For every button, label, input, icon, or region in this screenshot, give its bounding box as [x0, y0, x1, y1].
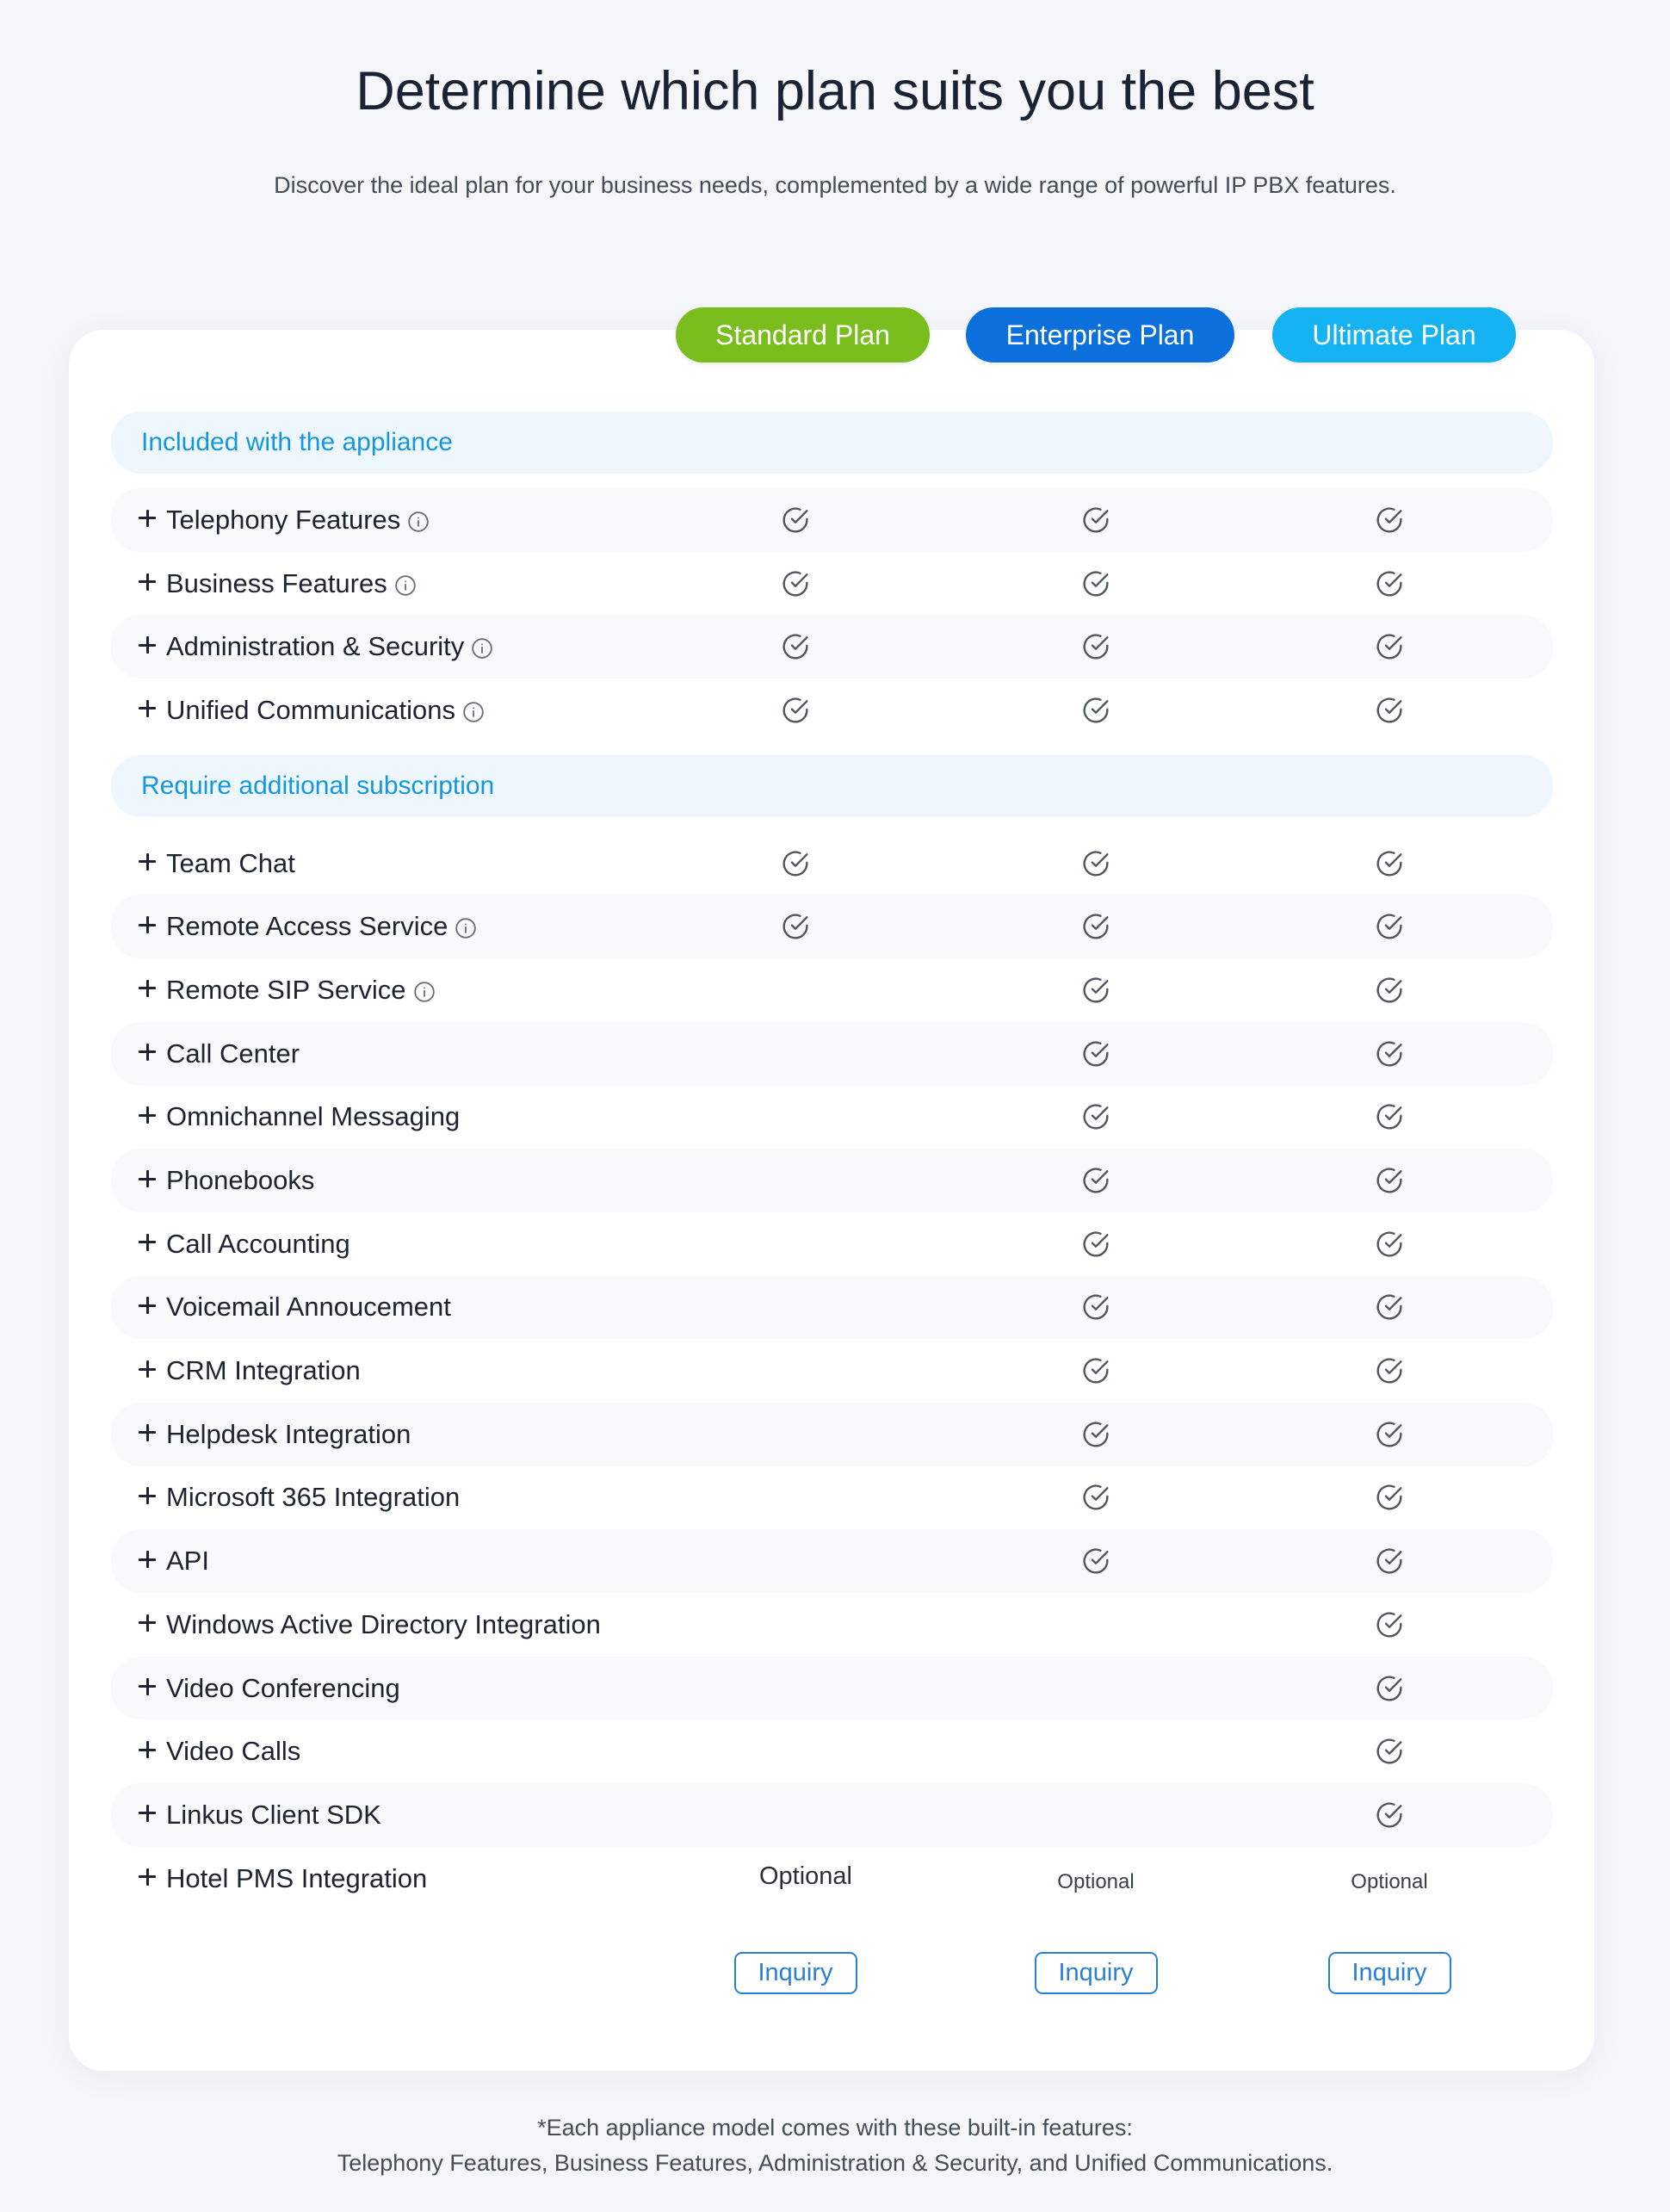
info-icon[interactable]: [394, 574, 417, 597]
standard-plan-cell: [645, 615, 946, 678]
feature-row-helpdesk-integration[interactable]: [111, 1403, 1553, 1466]
feature-label: Remote Access Service: [166, 911, 448, 942]
feature-label-cell: [111, 1038, 645, 1069]
feature-label-cell: [111, 1101, 645, 1132]
check-circle-icon: [1376, 697, 1403, 724]
enterprise-plan-cell: [946, 1719, 1246, 1783]
check-circle-icon: [1376, 570, 1403, 598]
standard-plan-cell: [645, 1403, 946, 1466]
standard-plan-cell: [645, 1212, 946, 1276]
enterprise-plan-badge: Enterprise Plan: [966, 307, 1234, 362]
feature-label: Call Center: [166, 1038, 300, 1069]
enterprise-plan-cell: [946, 1783, 1246, 1847]
feature-row-video-conferencing[interactable]: [111, 1657, 1553, 1720]
enterprise-plan-cell: [946, 1657, 1246, 1720]
check-circle-icon: [1376, 1230, 1403, 1258]
enterprise-plan-cell: [946, 1529, 1246, 1593]
plus-icon[interactable]: [139, 1360, 156, 1378]
check-circle-icon: [1082, 633, 1110, 660]
feature-label-cell: [111, 1229, 645, 1260]
enterprise-plan-cell: [946, 958, 1246, 1022]
plus-icon[interactable]: [139, 1487, 156, 1504]
check-circle-icon: [1082, 1293, 1110, 1321]
check-circle-icon: [1376, 850, 1403, 877]
standard-plan-cell: [645, 1276, 946, 1340]
standard-plan-cell: [645, 678, 946, 742]
check-circle-icon: [1082, 1357, 1110, 1385]
feature-label: API: [166, 1546, 209, 1577]
feature-label-cell: [111, 1863, 645, 1894]
check-circle-icon: [1376, 976, 1403, 1004]
enterprise-plan-cell: [946, 615, 1246, 678]
check-circle-icon: [1376, 1611, 1403, 1639]
ultimate-plan-cell: [1246, 1403, 1533, 1466]
plus-icon[interactable]: [139, 1297, 156, 1314]
feature-label-cell: [111, 1419, 645, 1450]
ultimate-plan-cell: [1246, 1783, 1533, 1847]
page-subtitle: Discover the ideal plan for your business needs, complemented by a wide range of powerful IP PBX features.: [274, 172, 1396, 198]
feature-row-linkus-client-sdk[interactable]: [111, 1783, 1553, 1847]
standard-plan-cell: [645, 1593, 946, 1657]
standard-plan-cell: [645, 1657, 946, 1720]
plus-icon[interactable]: [139, 1868, 156, 1886]
enterprise-plan-cell: [946, 895, 1246, 958]
feature-row-voicemail-annoucement[interactable]: [111, 1276, 1553, 1340]
check-circle-icon: [1082, 1040, 1110, 1068]
plus-icon[interactable]: [139, 1551, 156, 1568]
feature-row-team-chat[interactable]: [111, 832, 1553, 895]
feature-label: Linkus Client SDK: [166, 1799, 381, 1830]
feature-label-cell: [111, 1546, 645, 1577]
feature-row-administration-security[interactable]: [111, 615, 1553, 678]
ultimate-plan-cell: [1246, 1149, 1533, 1212]
feature-label-cell: [111, 1355, 645, 1386]
info-icon[interactable]: [471, 637, 493, 660]
plan-comparison-card: [69, 319, 1594, 2071]
check-circle-icon: [782, 633, 809, 660]
plus-icon[interactable]: [139, 1170, 156, 1187]
standard-plan-cell: [645, 832, 946, 895]
ultimate-plan-cell: [1246, 678, 1533, 742]
section-header: [111, 755, 1553, 817]
standard-plan-cell: [645, 895, 946, 958]
optional-label: Optional: [1057, 1869, 1135, 1893]
enterprise-plan-cell: [946, 1022, 1246, 1086]
feature-row-telephony-features[interactable]: [111, 488, 1553, 552]
check-circle-icon: [1082, 976, 1110, 1004]
plus-icon[interactable]: [139, 980, 156, 997]
standard-plan-cell: [645, 958, 946, 1022]
enterprise-plan-cell: [946, 1847, 1246, 1911]
standard-plan-cell: [645, 1466, 946, 1530]
feature-label: Microsoft 365 Integration: [166, 1482, 461, 1513]
plus-icon[interactable]: [139, 1044, 156, 1061]
feature-label: Team Chat: [166, 847, 295, 878]
feature-label: Video Calls: [166, 1736, 301, 1767]
feature-label: Remote SIP Service: [166, 974, 406, 1005]
ultimate-plan-action-cell: [1246, 1952, 1533, 1994]
section-header: [111, 412, 1553, 474]
feature-label: Video Conferencing: [166, 1672, 400, 1703]
check-circle-icon: [1376, 1738, 1403, 1765]
plus-icon[interactable]: [139, 1805, 156, 1822]
check-circle-icon: [1376, 1484, 1403, 1511]
ultimate-plan-cell: [1246, 895, 1533, 958]
section-require-additional-subscription: [111, 755, 1553, 1911]
ultimate-plan-cell: [1246, 1086, 1533, 1149]
feature-row-microsoft-365-integration[interactable]: [111, 1466, 1553, 1530]
info-icon[interactable]: [407, 511, 430, 533]
optional-label: Optional: [1351, 1869, 1428, 1893]
standard-plan-cell: [645, 1783, 946, 1847]
feature-row-remote-access-service[interactable]: [111, 895, 1553, 958]
ultimate-plan-cell: [1246, 615, 1533, 678]
feature-label: Telephony Features: [166, 504, 401, 535]
ultimate-plan-cell: [1246, 1339, 1533, 1403]
ultimate-plan-cell: [1246, 552, 1533, 616]
check-circle-icon: [1082, 1103, 1110, 1131]
ultimate-plan-cell: [1246, 1276, 1533, 1340]
standard-plan-cell: [645, 1529, 946, 1593]
standard-plan-cell: [645, 1847, 946, 1911]
feature-label-cell: [111, 695, 645, 726]
feature-row-hotel-pms-integration[interactable]: [111, 1847, 1553, 1911]
feature-row-remote-sip-service[interactable]: [111, 958, 1553, 1022]
feature-label-cell: [111, 1736, 645, 1767]
standard-plan-cell: [645, 488, 946, 552]
check-circle-icon: [1376, 633, 1403, 660]
check-circle-icon: [1082, 1167, 1110, 1194]
feature-label-cell: [111, 911, 645, 942]
check-circle-icon: [1376, 1167, 1403, 1194]
plus-icon[interactable]: [139, 1614, 156, 1632]
plus-icon[interactable]: [139, 1424, 156, 1441]
ultimate-plan-cell: [1246, 1466, 1533, 1530]
feature-label: CRM Integration: [166, 1355, 361, 1386]
enterprise-plan-cell: [946, 1466, 1246, 1530]
check-circle-icon: [1376, 1421, 1403, 1448]
standard-plan-badge: Standard Plan: [676, 307, 930, 362]
check-circle-icon: [1376, 1357, 1403, 1385]
check-circle-icon: [1376, 1547, 1403, 1575]
feature-label-cell: [111, 1673, 645, 1704]
ultimate-plan-cell: [1246, 1212, 1533, 1276]
plus-icon[interactable]: [139, 510, 156, 527]
footer-features-line: Telephony Features, Business Features, Administration & Security, and Unified Communications.: [337, 2150, 1333, 2176]
ultimate-plan-cell: [1246, 958, 1533, 1022]
check-circle-icon: [1082, 1484, 1110, 1511]
feature-row-windows-active-directory-integration[interactable]: [111, 1593, 1553, 1657]
feature-label-cell: [111, 1609, 645, 1640]
ultimate-plan-cell: [1246, 488, 1533, 552]
feature-label: Phonebooks: [166, 1165, 315, 1196]
enterprise-plan-cell: [946, 1339, 1246, 1403]
check-circle-icon: [1376, 1675, 1403, 1702]
plus-icon[interactable]: [139, 1741, 156, 1758]
feature-label: Business Features: [166, 567, 387, 598]
standard-plan-cell: [645, 1086, 946, 1149]
standard-plan-cell: [645, 1339, 946, 1403]
feature-row-call-accounting[interactable]: [111, 1212, 1553, 1276]
enterprise-plan-cell: [946, 832, 1246, 895]
plus-icon[interactable]: [139, 700, 156, 717]
section-title: Require additional subscription: [141, 771, 495, 800]
check-circle-icon: [1082, 697, 1110, 724]
enterprise-plan-cell: [946, 1403, 1246, 1466]
feature-row-video-calls[interactable]: [111, 1719, 1553, 1783]
feature-row-business-features[interactable]: [111, 552, 1553, 616]
feature-label: Administration & Security: [166, 631, 465, 662]
check-circle-icon: [1082, 913, 1110, 940]
feature-label: Unified Communications: [166, 694, 455, 725]
plus-icon[interactable]: [139, 573, 156, 591]
inquiry-actions: [111, 1951, 1553, 1994]
enterprise-plan-cell: [946, 1149, 1246, 1212]
footer-note-line: *Each appliance model comes with these built-in features:: [537, 2115, 1133, 2141]
enterprise-plan-cell: [946, 1276, 1246, 1340]
optional-label: Optional: [758, 1862, 852, 1891]
plus-icon[interactable]: [139, 1234, 156, 1251]
standard-plan-inquiry-button[interactable]: Inquiry: [734, 1952, 857, 1994]
ultimate-plan-cell: [1246, 1022, 1533, 1086]
page-title: Determine which plan suits you the best: [356, 61, 1314, 121]
feature-label-cell: [111, 1800, 645, 1831]
enterprise-plan-cell: [946, 1593, 1246, 1657]
feature-row-unified-communications[interactable]: [111, 678, 1553, 742]
feature-label-cell: [111, 1165, 645, 1196]
check-circle-icon: [1082, 850, 1110, 877]
check-circle-icon: [1082, 1547, 1110, 1575]
ultimate-plan-badge: Ultimate Plan: [1272, 307, 1516, 362]
check-circle-icon: [1082, 570, 1110, 598]
feature-label: Call Accounting: [166, 1228, 350, 1259]
check-circle-icon: [1376, 1801, 1403, 1829]
info-icon[interactable]: [413, 981, 436, 1003]
feature-label-cell: [111, 1482, 645, 1513]
standard-plan-cell: [645, 1022, 946, 1086]
feature-sections: [111, 412, 1553, 1910]
check-circle-icon: [1376, 1103, 1403, 1131]
enterprise-plan-cell: [946, 1086, 1246, 1149]
footer-note: [0, 2110, 1670, 2181]
enterprise-plan-cell: [946, 488, 1246, 552]
feature-label-cell: [111, 848, 645, 879]
enterprise-plan-cell: [946, 678, 1246, 742]
ultimate-plan-cell: [1246, 1593, 1533, 1657]
info-icon[interactable]: [455, 917, 477, 939]
standard-plan-action-cell: [645, 1952, 946, 1994]
feature-label: Windows Active Directory Integration: [166, 1608, 601, 1639]
check-circle-icon: [782, 913, 809, 940]
ultimate-plan-cell: [1246, 1719, 1533, 1783]
feature-row-phonebooks[interactable]: [111, 1149, 1553, 1212]
feature-label-cell: [111, 505, 645, 536]
ultimate-plan-cell: [1246, 1657, 1533, 1720]
feature-label-cell: [111, 975, 645, 1006]
section-title: Included with the appliance: [141, 428, 453, 456]
ultimate-plan-cell: [1246, 1847, 1533, 1911]
ultimate-plan-inquiry-button[interactable]: Inquiry: [1328, 1952, 1451, 1994]
check-circle-icon: [782, 506, 809, 534]
check-circle-icon: [1082, 1230, 1110, 1258]
feature-label-cell: [111, 631, 645, 662]
check-circle-icon: [782, 850, 809, 877]
check-circle-icon: [1376, 1040, 1403, 1068]
check-circle-icon: [782, 697, 809, 724]
enterprise-plan-cell: [946, 552, 1246, 616]
enterprise-plan-action-cell: [946, 1952, 1246, 1994]
plus-icon[interactable]: [139, 636, 156, 654]
standard-plan-cell: [645, 1719, 946, 1783]
feature-label-cell: [111, 1292, 645, 1323]
feature-label: Hotel PMS Integration: [166, 1862, 428, 1893]
standard-plan-cell: [645, 552, 946, 616]
feature-label: Helpdesk Integration: [166, 1418, 411, 1449]
plan-comparison-table: [111, 412, 1553, 1994]
feature-row-api[interactable]: [111, 1529, 1553, 1593]
feature-label: Voicemail Annoucement: [166, 1292, 451, 1323]
check-circle-icon: [782, 570, 809, 598]
plus-icon[interactable]: [139, 853, 156, 871]
feature-row-call-center[interactable]: [111, 1022, 1553, 1086]
check-circle-icon: [1082, 1421, 1110, 1448]
plus-icon[interactable]: [139, 1678, 156, 1695]
check-circle-icon: [1376, 506, 1403, 534]
enterprise-plan-cell: [946, 1212, 1246, 1276]
enterprise-plan-inquiry-button[interactable]: Inquiry: [1035, 1952, 1158, 1994]
feature-row-crm-integration[interactable]: [111, 1339, 1553, 1403]
check-circle-icon: [1376, 913, 1403, 940]
section-included-with-the-appliance: [111, 412, 1553, 742]
standard-plan-cell: [645, 1149, 946, 1212]
ultimate-plan-cell: [1246, 1529, 1533, 1593]
feature-row-omnichannel-messaging[interactable]: [111, 1086, 1553, 1149]
ultimate-plan-cell: [1246, 832, 1533, 895]
check-circle-icon: [1082, 506, 1110, 534]
plus-icon[interactable]: [139, 1106, 156, 1124]
plus-icon[interactable]: [139, 916, 156, 933]
feature-label-cell: [111, 568, 645, 599]
feature-label: Omnichannel Messaging: [166, 1101, 461, 1132]
info-icon[interactable]: [462, 701, 485, 723]
check-circle-icon: [1376, 1293, 1403, 1321]
